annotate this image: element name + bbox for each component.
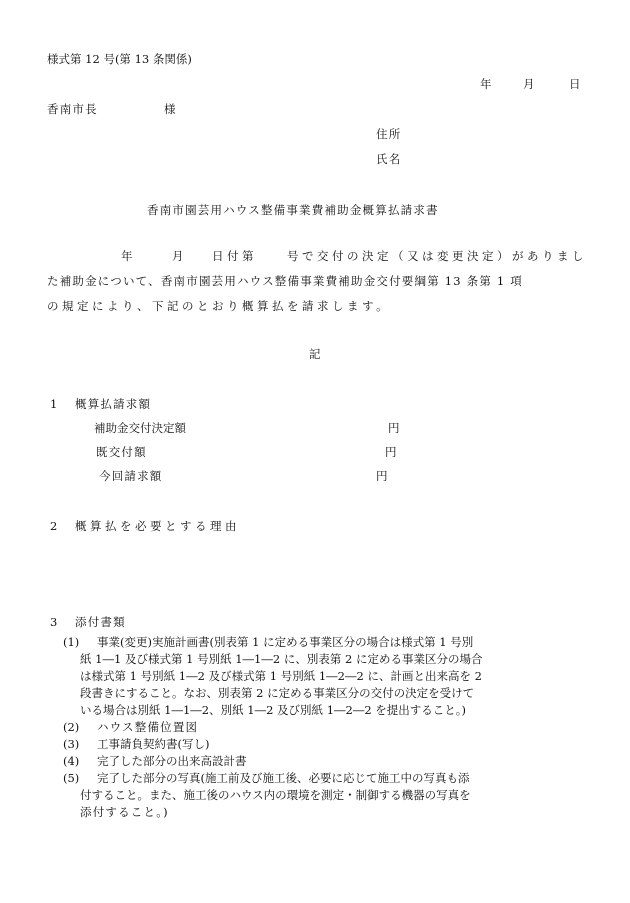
row-grant-decision-unit: 円 [388, 421, 400, 435]
body-year: 年 [121, 249, 133, 263]
section2-heading: 概算払を必要とする理由 [75, 519, 240, 533]
attachment-number-3: (3) [63, 737, 80, 751]
attachment-1-line-4: 段書きにすること。なお、別表第 2 に定める事業区分の交付の決定を受けて [80, 686, 475, 700]
attachment-1-line-2: 紙 1―1 及び様式第 1 号別紙 1―1―2 に、別表第 2 に定める事業区分の場合 [80, 652, 483, 666]
attachment-5-line-3: 添付すること。) [80, 805, 169, 819]
attachment-2-line-1: ハウス整備位置図 [97, 720, 199, 734]
attachment-1-line-3: は様式第 1 号別紙 1―2 及び様式第 1 号別紙 1―2―2 に、計画と出来高を 2 [80, 669, 482, 683]
name-label: 氏名 [376, 152, 402, 166]
document-title: 香南市園芸用ハウス整備事業費補助金概算払請求書 [147, 203, 439, 217]
form-number: 様式第 12 号(第 13 条関係) [47, 52, 192, 66]
row-grant-decision-label: 補助金交付決定額 [94, 421, 186, 435]
date-year: 年 [480, 77, 492, 91]
attachment-4-line-1: 完了した部分の出来高設計書 [97, 754, 247, 768]
attachment-number-1: (1) [63, 635, 80, 649]
section2-number: 2 [50, 519, 58, 533]
attachment-3-line-1: 工事請負契約書(写し) [97, 737, 210, 751]
body-line-1-rest: 日付第 号で交付の決定（又は変更決定）がありまし [212, 249, 587, 263]
body-line-3: の規定により、下記のとおり概算払を請求します。 [47, 299, 392, 313]
section1-number: 1 [50, 397, 58, 411]
section1-heading: 概算払請求額 [75, 397, 152, 411]
attachment-1-line-5: いる場合は別紙 1―1―2、別紙 1―2 及び別紙 1―2―2 を提出すること。) [80, 703, 467, 717]
body-month: 月 [172, 249, 184, 263]
date-month: 月 [523, 77, 535, 91]
address-label: 住所 [376, 127, 402, 141]
row-already-paid-label: 既交付額 [96, 445, 147, 459]
section3-heading: 添付書類 [75, 615, 126, 629]
attachment-number-2: (2) [63, 720, 80, 734]
row-current-request-label: 今回請求額 [99, 469, 163, 483]
attachment-5-line-1: 完了した部分の写真(施工前及び施工後、必要に応じて施工中の写真も添 [97, 771, 470, 785]
addressee-name: 香南市長 [47, 102, 98, 116]
attachment-number-4: (4) [63, 754, 80, 768]
section3-number: 3 [50, 615, 58, 629]
addressee-honorific: 様 [164, 102, 176, 116]
attachment-1-line-1: 事業(変更)実施計画書(別表第 1 に定める事業区分の場合は様式第 1 号別 [97, 635, 474, 649]
attachment-number-5: (5) [63, 771, 80, 785]
row-current-request-unit: 円 [376, 469, 388, 483]
row-already-paid-unit: 円 [385, 445, 397, 459]
attachment-5-line-2: 付すること。また、施工後のハウス内の環境を測定・制御する機器の写真を [80, 788, 471, 802]
date-day: 日 [569, 77, 581, 91]
ki-mark: 記 [309, 347, 321, 361]
body-line-2: た補助金について、香南市園芸用ハウス整備事業費補助金交付要綱第 13 条第 1 項 [47, 274, 523, 288]
